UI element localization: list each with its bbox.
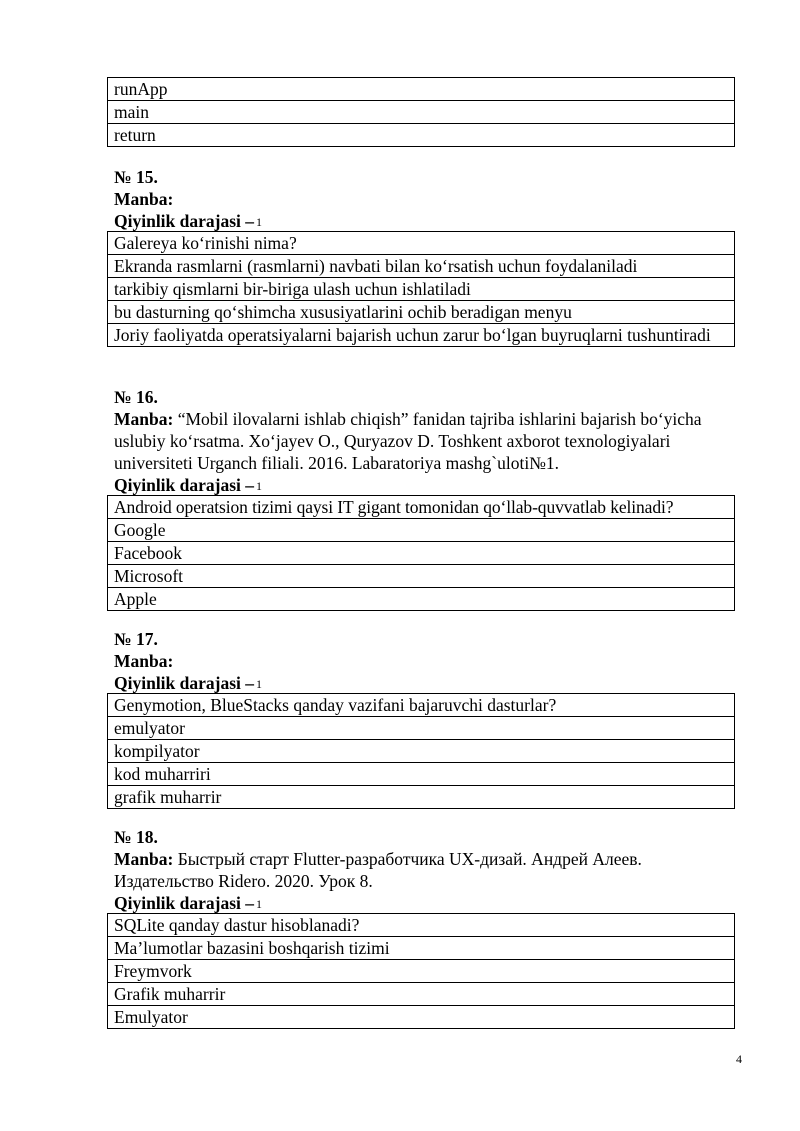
answer-row: kod muharriri [108,763,734,786]
answer-row: Facebook [108,542,734,565]
answer-table-14 [107,77,735,147]
question-header-15 [114,166,734,233]
answer-row: Apple [114,589,157,609]
answer-row: Grafik muharrir [108,983,734,1006]
question-table-17 [107,693,735,809]
difficulty-value: 1 [256,215,263,229]
answer-row: emulyator [108,717,734,740]
question-header-18 [114,826,734,915]
answer-row: Ekranda rasmlarni (rasmlarni) navbati bilan koʻrsatish uchun foydalaniladi [108,255,734,278]
answer-row: tarkibiy qismlarni bir-biriga ulash uchun ishlatiladi [108,278,734,301]
source-label: Manba: [114,409,174,429]
difficulty-value: 1 [256,677,263,691]
difficulty-label: Qiyinlik darajasi – [114,893,255,913]
answer-row: Google [108,519,734,542]
answer-row: grafik muharrir [114,787,222,807]
answer-row: Emulyator [114,1007,188,1027]
table-row: runApp [108,78,734,101]
source-text: “Mobil ilovalarni ishlab chiqish” fanidan tajriba ishlarini bajarish boʻyicha uslubiy koʻrsatma. Xoʻjayev O., Quryazov D. Toshkent axborot texnologiyalari universiteti Urganch filiali. 2016. Labaratoriya mashg`uloti№1. [114,409,702,473]
source-label: Manba: [114,849,174,869]
question-table-18 [107,913,735,1029]
table-row: return [114,125,156,145]
difficulty-label: Qiyinlik darajasi – [114,211,255,231]
answer-row: Ma’lumotlar bazasini boshqarish tizimi [108,937,734,960]
difficulty-value: 1 [256,897,263,911]
question-number: № 16. [114,387,158,407]
question-text: SQLite qanday dastur hisoblanadi? [108,914,734,937]
answer-row: kompilyator [108,740,734,763]
answer-row: Joriy faoliyatda operatsiyalarni bajarish uchun zarur boʻlgan buyruqlarni tushuntiradi [114,325,711,345]
difficulty-value: 1 [256,479,263,493]
difficulty-label: Qiyinlik darajasi – [114,673,255,693]
question-header-16 [114,386,734,497]
source-text: Быстрый старт Flutter-разработчика UX-дизай. Андрей Алеев. Издательство Ridero. 2020. Урок 8. [114,849,642,891]
answer-row: Microsoft [108,565,734,588]
question-table-15 [107,231,735,347]
question-number: № 15. [114,167,158,187]
question-text: Galereya koʻrinishi nima? [108,232,734,255]
table-row: main [108,101,734,124]
question-text: Android operatsion tizimi qaysi IT gigant tomonidan qoʻllab-quvvatlab kelinadi? [108,496,734,519]
question-number: № 17. [114,629,158,649]
answer-row: bu dasturning qoʻshimcha xususiyatlarini ochib beradigan menyu [108,301,734,324]
page-number: 4 [736,1052,742,1066]
question-header-17 [114,628,734,695]
question-table-16 [107,495,735,611]
source-label: Manba: [114,189,174,209]
question-text: Genymotion, BlueStacks qanday vazifani bajaruvchi dasturlar? [108,694,734,717]
question-number: № 18. [114,827,158,847]
source-label: Manba: [114,651,174,671]
answer-row: Freymvork [108,960,734,983]
difficulty-label: Qiyinlik darajasi – [114,475,255,495]
